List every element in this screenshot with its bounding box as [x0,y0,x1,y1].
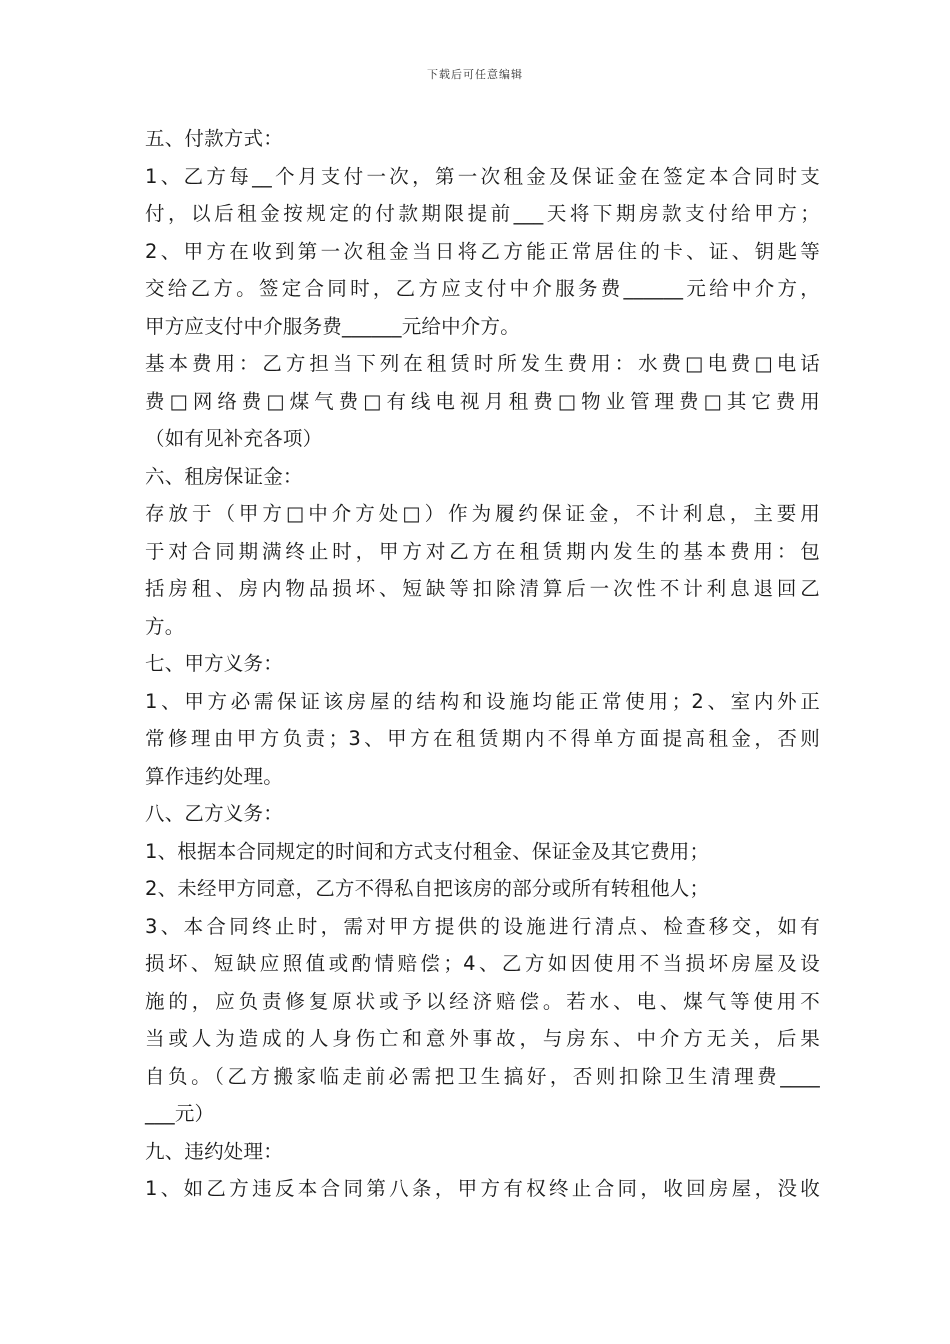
text-line: 费□网络费□煤气费□有线电视月租费□物业管理费□其它费用 [145,389,820,413]
text-line: 2、未经甲方同意，乙方不得私自把该房的部分或所有转租他人； [145,877,710,900]
text-line: 存放于（甲方□中介方处□）作为履约保证金，不计利息，主要用 [145,502,820,525]
section-heading-breach: 九、违约处理： [145,1139,283,1163]
text-line: （如有见补充各项） [145,427,323,450]
text-line: 1、根据本合同规定的时间和方式支付租金、保证金及其它费用； [145,839,710,863]
text-line: 方。 [145,614,185,638]
text-line: 3、本合同终止时，需对甲方提供的设施进行清点、检查移交，如有 [145,914,820,938]
section-heading-tenant-duties: 八、乙方义务： [145,802,283,825]
text-line: 基本费用：乙方担当下列在租赁时所发生费用：水费□电费□电话 [145,352,820,375]
section-heading-deposit: 六、租房保证金： [145,464,303,488]
text-line: 付，以后租金按规定的付款期限提前___天将下期房款支付给甲方； [145,202,820,225]
section-heading-landlord-duties: 七、甲方义务： [145,652,283,675]
page-header: 下载后可任意编辑 [427,68,523,81]
text-line: 括房租、房内物品损坏、短缺等扣除清算后一次性不计利息退回乙 [145,577,820,600]
text-line: 当或人为造成的人身伤亡和意外事故，与房东、中介方无关，后果 [145,1027,820,1050]
text-line: 1、如乙方违反本合同第八条，甲方有权终止合同，收回房屋，没收 [145,1177,820,1200]
text-line: 甲方应支付中介服务费______元给中介方。 [145,314,520,338]
section-heading-payment: 五、付款方式： [145,127,283,150]
text-line: ___元） [145,1102,215,1125]
text-line: 1、甲方必需保证该房屋的结构和设施均能正常使用；2、室内外正 [145,689,820,713]
text-line: 交给乙方。签定合同时，乙方应支付中介服务费______元给中介方， [145,277,820,300]
text-line: 损坏、短缺应照值或酌情赔偿；4、乙方如因使用不当损坏房屋及设 [145,952,820,975]
text-line: 算作违约处理。 [145,764,283,788]
text-line: 1、乙方每__个月支付一次，第一次租金及保证金在签定本合同时支 [145,164,820,188]
document-body [145,120,820,1208]
text-line: 常修理由甲方负责；3、甲方在租赁期内不得单方面提高租金，否则 [145,727,820,750]
text-line: 于对合同期满终止时，甲方对乙方在租赁期内发生的基本费用：包 [145,539,820,563]
text-line: 自负。（乙方搬家临走前必需把卫生搞好，否则扣除卫生清理费____ [145,1064,820,1088]
text-line: 施的，应负责修复原状或予以经济赔偿。若水、电、煤气等使用不 [145,989,820,1013]
text-line: 2、甲方在收到第一次租金当日将乙方能正常居住的卡、证、钥匙等 [145,239,820,263]
